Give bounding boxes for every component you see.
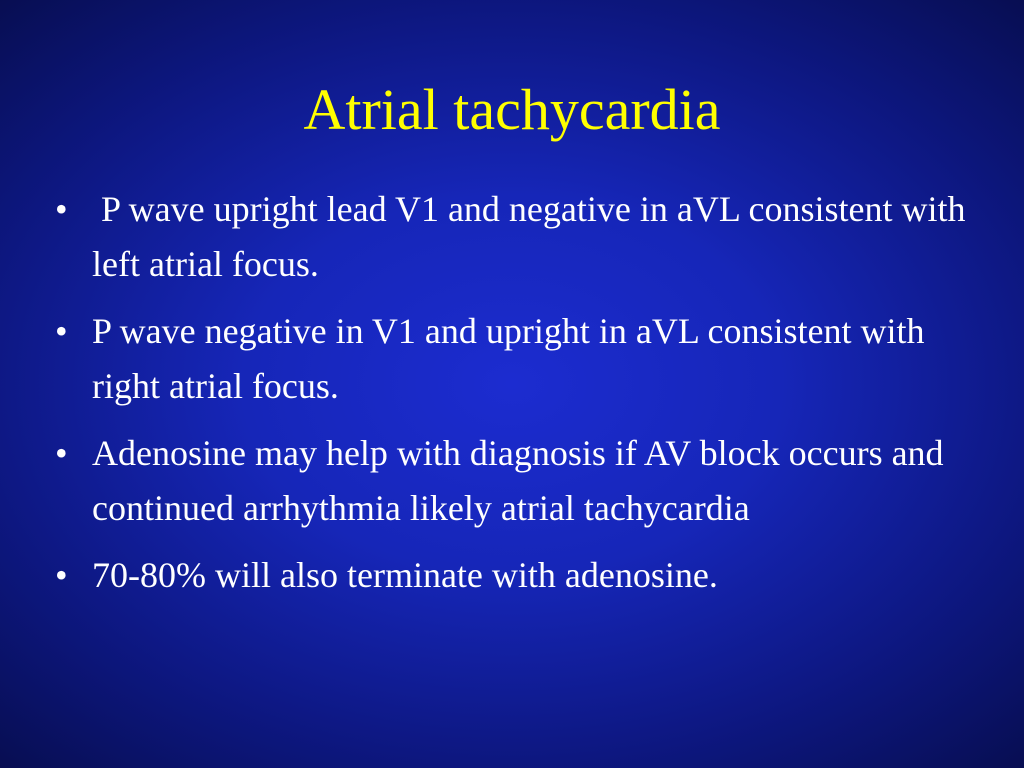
bullet-dot-icon: • (55, 555, 68, 595)
bullet-dot-icon: • (55, 433, 68, 473)
bullet-text: Adenosine may help with diagnosis if AV block occurs and continued arrhythmia likely atrial tachycardia (92, 433, 944, 528)
bullet-dot-icon: • (55, 311, 68, 351)
bullet-text: P wave negative in V1 and upright in aVL consistent with right atrial focus. (92, 311, 925, 406)
bullet-item (55, 548, 985, 603)
bullet-dot-icon: • (55, 189, 68, 229)
bullet-item (55, 304, 985, 414)
bullet-item (55, 426, 985, 536)
bullet-item (55, 182, 985, 292)
slide-title: Atrial tachycardia (303, 77, 721, 142)
bullet-text: 70-80% will also terminate with adenosine. (92, 555, 718, 595)
bullet-text: P wave upright lead V1 and negative in aVL consistent with left atrial focus. (92, 189, 975, 284)
bullet-list (55, 182, 985, 615)
